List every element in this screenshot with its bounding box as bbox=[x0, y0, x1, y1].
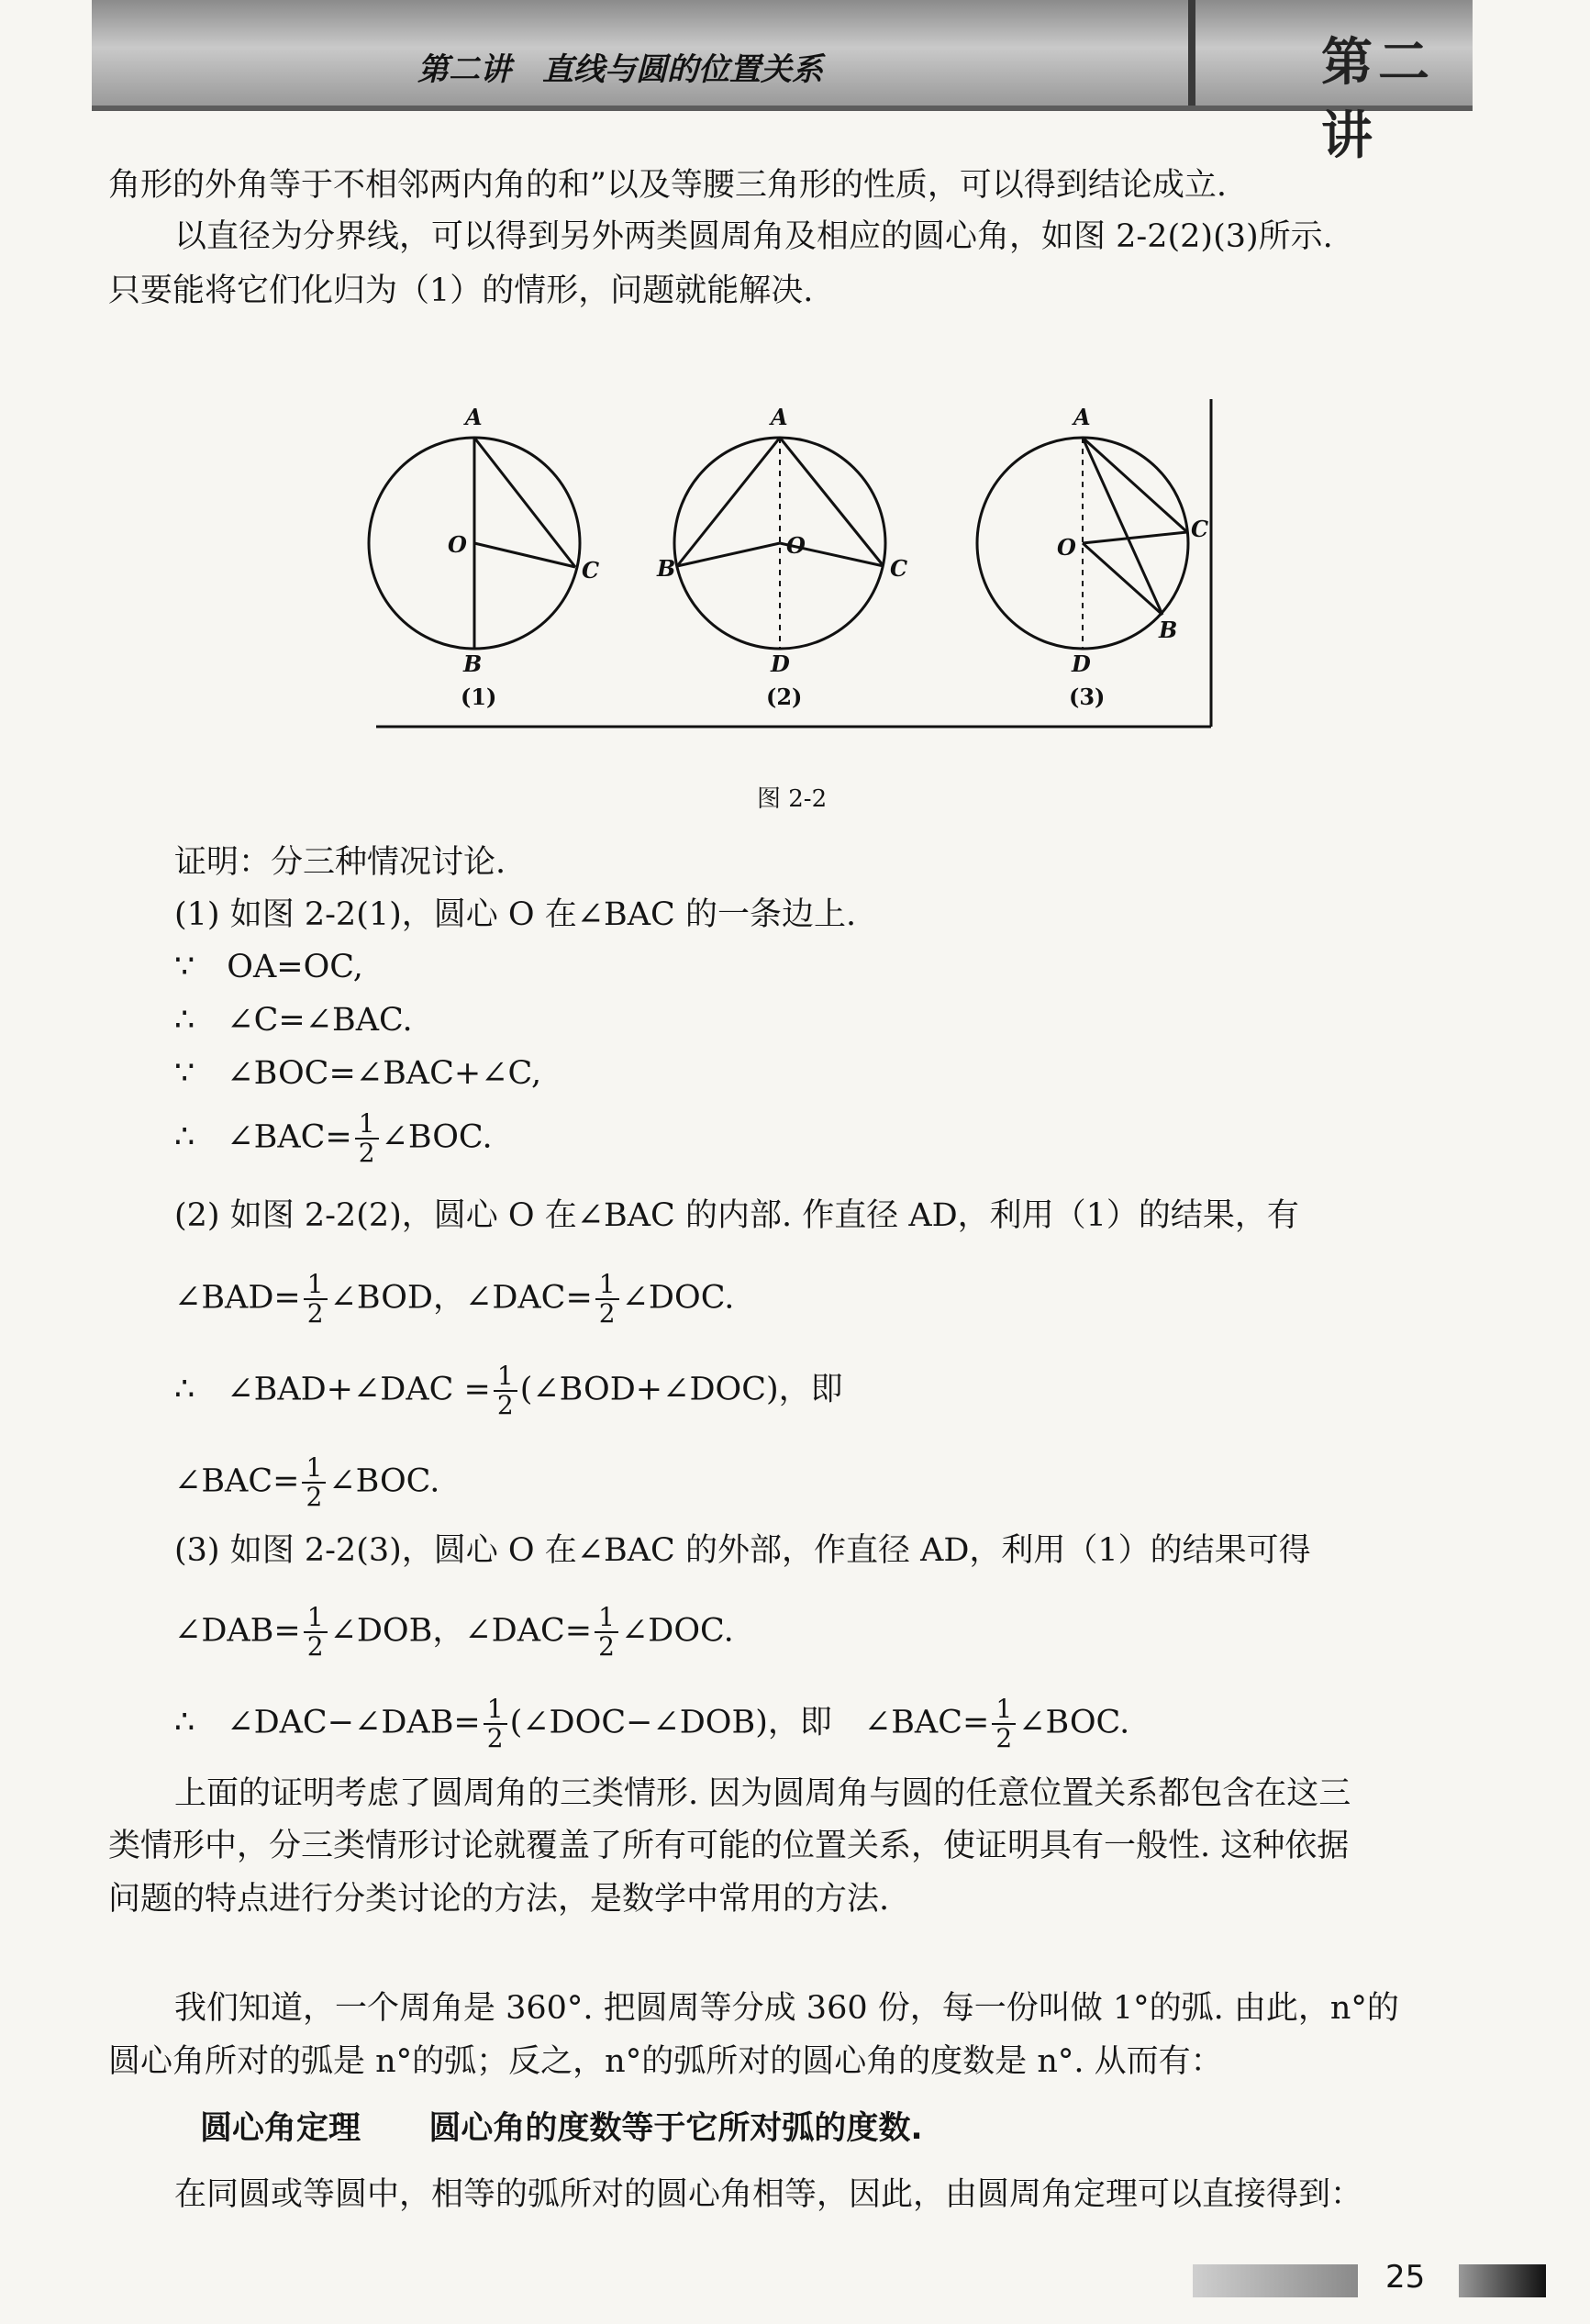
summary-line: 上面的证明考虑了圆周角的三类情形. 因为圆周角与圆的任意位置关系都包含在这三 bbox=[174, 1775, 1351, 1812]
label-b: B bbox=[463, 650, 483, 677]
label-a: A bbox=[1073, 404, 1091, 430]
paragraph-line: 角形的外角等于不相邻两内角的和”以及等腰三角形的性质，可以得到结论成立. bbox=[108, 167, 1228, 204]
proof-intro: 证明：分三种情况讨论. bbox=[174, 844, 506, 881]
fraction-half: $\frac{1}{2}$ bbox=[494, 1362, 517, 1419]
proof-line: ∵ OA=OC, bbox=[174, 949, 363, 985]
label-b: B bbox=[1159, 617, 1178, 643]
proof-line: ∠BAD= $\frac{1}{2}$ ∠BOD，∠DAC= $\frac{1}{2}$ ∠DOC. bbox=[174, 1269, 735, 1329]
footer-bar-left bbox=[1193, 2264, 1358, 2297]
label-c: C bbox=[582, 557, 600, 584]
summary-line: 类情形中，分三类情形讨论就覆盖了所有可能的位置关系，使证明具有一般性. 这种依据 bbox=[108, 1828, 1350, 1864]
proof-line: ∴ ∠C=∠BAC. bbox=[174, 1002, 413, 1039]
label-c: C bbox=[1191, 516, 1209, 542]
theorem-text: 圆心角的度数等于它所对弧的度数. bbox=[428, 2110, 923, 2147]
label-o: O bbox=[1057, 534, 1076, 561]
label-a: A bbox=[465, 404, 483, 430]
label-d: D bbox=[1072, 650, 1091, 677]
proof-line: ∴ ∠BAD+∠DAC = $\frac{1}{2}$ (∠BOD+∠DOC)，即 bbox=[174, 1361, 843, 1420]
chapter-badge: 第二讲 bbox=[1321, 32, 1435, 166]
theorem-name: 圆心角定理 bbox=[200, 2110, 361, 2147]
fraction-half: $\frac{1}{2}$ bbox=[304, 1604, 328, 1661]
proof-case-2: (2) 如图 2-2(2)，圆心 O 在∠BAC 的内部. 作直径 AD，利用（1）的结果，有 bbox=[174, 1197, 1299, 1234]
page-number: 25 bbox=[1385, 2259, 1426, 2296]
diagram-2 bbox=[656, 404, 907, 710]
proof-line: ∠DAB= $\frac{1}{2}$ ∠DOB，∠DAC= $\frac{1}{2}$ ∠DOC. bbox=[174, 1602, 734, 1662]
proof-line: ∵ ∠BOC=∠BAC+∠C, bbox=[174, 1055, 542, 1092]
summary-line: 问题的特点进行分类讨论的方法，是数学中常用的方法. bbox=[108, 1881, 890, 1918]
subfigure-label: (2) bbox=[766, 684, 803, 710]
fraction-half: $\frac{1}{2}$ bbox=[355, 1110, 379, 1167]
label-o: O bbox=[448, 531, 467, 558]
fraction-half: $\frac{1}{2}$ bbox=[992, 1696, 1016, 1752]
paragraph-line: 只要能将它们化归为（1）的情形，问题就能解决. bbox=[108, 272, 814, 309]
fraction-half: $\frac{1}{2}$ bbox=[595, 1604, 618, 1661]
label-b: B bbox=[657, 555, 676, 582]
figure-2-2 bbox=[349, 395, 1239, 743]
label-d: D bbox=[771, 650, 790, 677]
fraction-half: $\frac{1}{2}$ bbox=[484, 1696, 507, 1752]
arc-line: 圆心角所对的弧是 n°的弧；反之，n°的弧所对的圆心角的度数是 n°. 从而有： bbox=[108, 2043, 1223, 2080]
diagram-3 bbox=[977, 404, 1208, 710]
theorem bbox=[200, 2108, 923, 2149]
header-divider bbox=[1188, 0, 1195, 106]
label-a: A bbox=[771, 404, 788, 430]
fraction-half: $\frac{1}{2}$ bbox=[302, 1454, 326, 1511]
label-o: O bbox=[786, 532, 806, 559]
running-title: 第二讲 直线与圆的位置关系 bbox=[417, 51, 823, 88]
label-c: C bbox=[890, 555, 908, 582]
proof-case-1: (1) 如图 2-2(1)，圆心 O 在∠BAC 的一条边上. bbox=[174, 896, 857, 933]
proof-line: ∠BAC= $\frac{1}{2}$ ∠BOC. bbox=[174, 1452, 440, 1512]
proof-line: ∴ ∠BAC= $\frac{1}{2}$ ∠BOC. bbox=[174, 1108, 493, 1168]
arc-line: 我们知道，一个周角是 360°. 把圆周等分成 360 份，每一份叫做 1°的弧. 由此，n°的 bbox=[174, 1990, 1399, 2027]
figure-caption: 图 2-2 bbox=[757, 785, 828, 813]
footer-bar-right bbox=[1459, 2264, 1546, 2297]
arc-line: 在同圆或等圆中，相等的弧所对的圆心角相等，因此，由圆周角定理可以直接得到： bbox=[174, 2176, 1363, 2213]
proof-case-3: (3) 如图 2-2(3)，圆心 O 在∠BAC 的外部，作直径 AD，利用（1）的结果可得 bbox=[174, 1532, 1311, 1569]
fraction-half: $\frac{1}{2}$ bbox=[304, 1271, 328, 1328]
paragraph-line: 以直径为分界线，可以得到另外两类圆周角及相应的圆心角，如图 2-2(2)(3)所示. bbox=[174, 218, 1333, 255]
subfigure-label: (1) bbox=[461, 684, 497, 710]
subfigure-label: (3) bbox=[1069, 684, 1106, 710]
fraction-half: $\frac{1}{2}$ bbox=[595, 1271, 619, 1328]
diagram-1 bbox=[369, 404, 599, 710]
page-header bbox=[92, 0, 1473, 166]
proof-line: ∴ ∠DAC−∠DAB= $\frac{1}{2}$ (∠DOC−∠DOB)，即 ∠BAC= $\frac{1}{2}$ ∠BOC. bbox=[174, 1694, 1130, 1753]
